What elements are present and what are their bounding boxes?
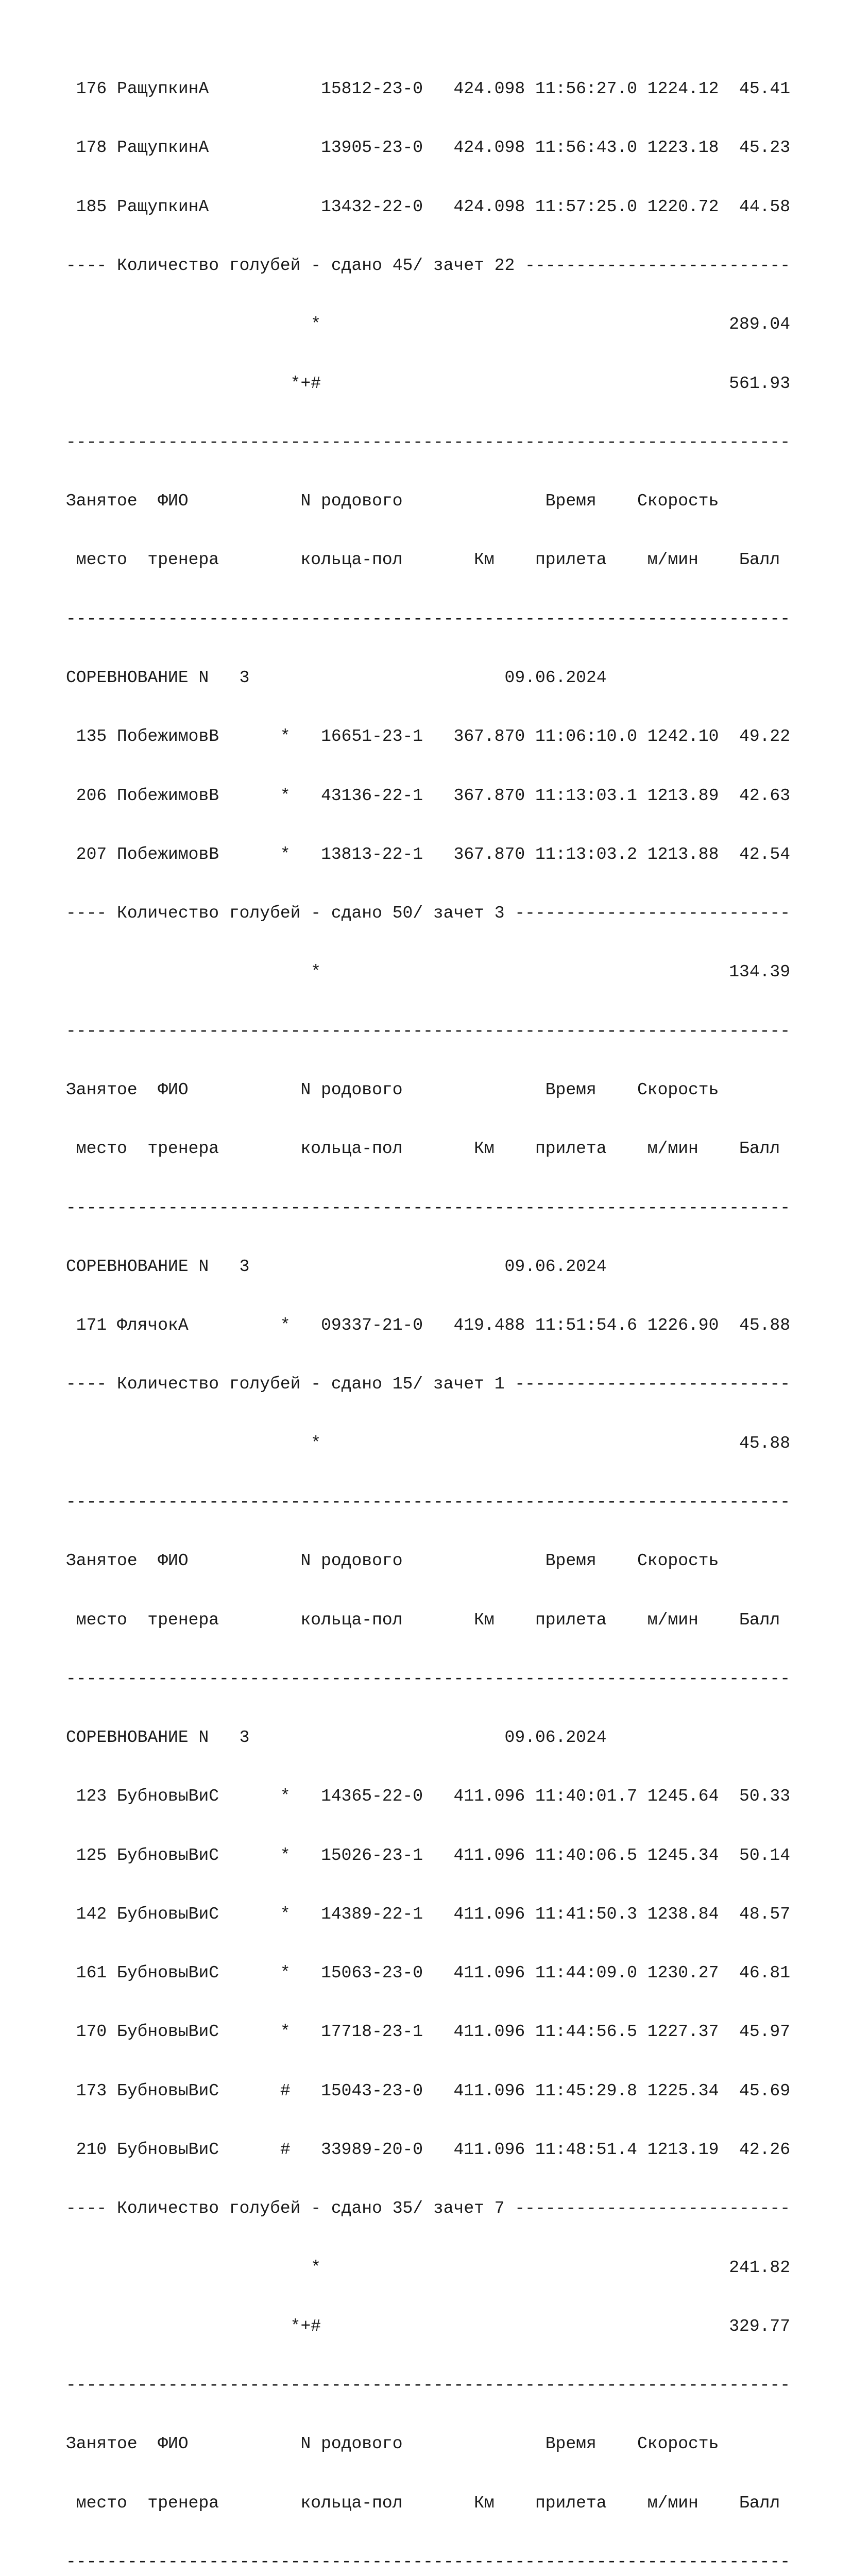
competition-header: СОРЕВНОВАНИЕ N 3 09.06.2024: [66, 668, 607, 687]
column-header-line: Занятое ФИО N родового Время Скорость: [66, 1080, 719, 1099]
column-header-line: Занятое ФИО N родового Время Скорость: [66, 492, 719, 511]
result-row: 123 БубновыВиС * 14365-22-0 411.096 11:40:01.7 1245.64 50.33: [66, 1787, 791, 1806]
separator-line: -----------------------------------------------------------------------: [66, 432, 791, 452]
subtotal-line: * 134.39: [66, 962, 791, 982]
result-row: 185 РащупкинА 13432-22-0 424.098 11:57:25.0 1220.72 44.58: [66, 197, 791, 216]
result-row: 170 БубновыВиС * 17718-23-1 411.096 11:44:56.5 1227.37 45.97: [66, 2022, 791, 2042]
column-header-line: место тренера кольца-пол Км прилета м/мин Балл: [66, 1610, 780, 1630]
separator-line: -----------------------------------------------------------------------: [66, 2552, 791, 2571]
result-row: 207 ПобежимовВ * 13813-22-1 367.870 11:13:03.2 1213.88 42.54: [66, 844, 791, 864]
subtotal-line: *+# 329.77: [66, 2316, 791, 2336]
subtotal-line: *+# 561.93: [66, 374, 791, 393]
separator-line: -----------------------------------------------------------------------: [66, 1669, 791, 1688]
result-row: 125 БубновыВиС * 15026-23-1 411.096 11:40:06.5 1245.34 50.14: [66, 1845, 791, 1865]
result-row: 173 БубновыВиС # 15043-23-0 411.096 11:45:29.8 1225.34 45.69: [66, 2081, 791, 2100]
competition-header: СОРЕВНОВАНИЕ N 3 09.06.2024: [66, 1728, 607, 1748]
summary-line: ---- Количество голубей - сдано 45/ зачет 22 --------------------------: [66, 256, 791, 276]
separator-line: -----------------------------------------------------------------------: [66, 1021, 791, 1041]
result-row: 178 РащупкинА 13905-23-0 424.098 11:56:43.0 1223.18 45.23: [66, 138, 791, 158]
column-header-line: Занятое ФИО N родового Время Скорость: [66, 1551, 719, 1571]
column-header-line: место тренера кольца-пол Км прилета м/мин Балл: [66, 550, 780, 570]
separator-line: -----------------------------------------------------------------------: [66, 1198, 791, 1217]
separator-line: -----------------------------------------------------------------------: [66, 609, 791, 629]
separator-line: -----------------------------------------------------------------------: [66, 1492, 791, 1512]
results-printout: [66, 40, 790, 2576]
result-row: 171 ФлячокА * 09337-21-0 419.488 11:51:54.6 1226.90 45.88: [66, 1316, 791, 1335]
subtotal-line: * 241.82: [66, 2258, 791, 2277]
column-header-line: место тренера кольца-пол Км прилета м/мин Балл: [66, 2493, 780, 2513]
subtotal-line: * 45.88: [66, 1433, 791, 1453]
result-row: 210 БубновыВиС # 33989-20-0 411.096 11:48:51.4 1213.19 42.26: [66, 2140, 791, 2160]
result-row: 142 БубновыВиС * 14389-22-1 411.096 11:41:50.3 1238.84 48.57: [66, 1904, 791, 1924]
result-row: 206 ПобежимовВ * 43136-22-1 367.870 11:13:03.1 1213.89 42.63: [66, 786, 791, 805]
competition-header: СОРЕВНОВАНИЕ N 3 09.06.2024: [66, 1257, 607, 1276]
summary-line: ---- Количество голубей - сдано 35/ зачет 7 ---------------------------: [66, 2199, 791, 2218]
summary-line: ---- Количество голубей - сдано 50/ зачет 3 ---------------------------: [66, 904, 791, 923]
result-row: 135 ПобежимовВ * 16651-23-1 367.870 11:06:10.0 1242.10 49.22: [66, 727, 791, 747]
subtotal-line: * 289.04: [66, 315, 791, 334]
result-row: 161 БубновыВиС * 15063-23-0 411.096 11:44:09.0 1230.27 46.81: [66, 1963, 791, 1983]
summary-line: ---- Количество голубей - сдано 15/ зачет 1 ---------------------------: [66, 1375, 791, 1394]
column-header-line: место тренера кольца-пол Км прилета м/мин Балл: [66, 1139, 780, 1159]
separator-line: -----------------------------------------------------------------------: [66, 2376, 791, 2395]
result-row: 176 РащупкинА 15812-23-0 424.098 11:56:27.0 1224.12 45.41: [66, 79, 791, 99]
column-header-line: Занятое ФИО N родового Время Скорость: [66, 2434, 719, 2454]
